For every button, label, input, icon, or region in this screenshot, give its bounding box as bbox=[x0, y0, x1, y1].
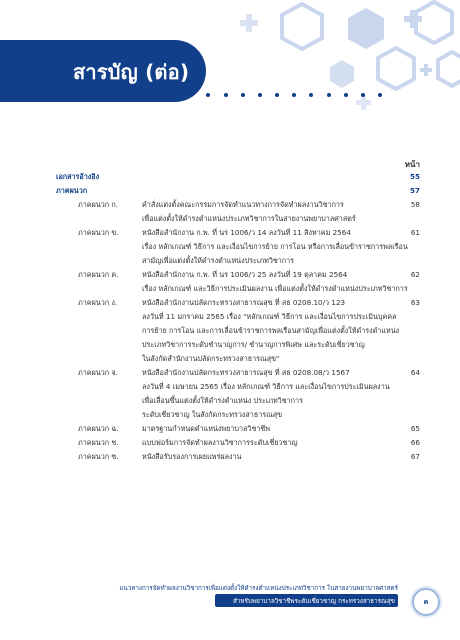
appendix-code: ภาคผนวก ซ. bbox=[78, 452, 119, 461]
toc-entry-page: 62 bbox=[410, 270, 420, 279]
footer-subtitle: สำหรับพยาบาลวิชาชีพระดับเชี่ยวชาญ กระทรวงสาธารณสุข bbox=[233, 598, 395, 605]
appendix-code: ภาคผนวก ฉ. bbox=[78, 424, 119, 433]
toc-entry-page: 55 bbox=[409, 172, 420, 181]
divider-dot bbox=[361, 93, 365, 97]
toc-entry-page: 66 bbox=[410, 438, 420, 447]
divider-dot bbox=[155, 93, 159, 97]
divider-dot bbox=[189, 93, 193, 97]
appendix-title: หนังสือสำนักงานปลัดกระทรวงสาธารณสุข ที่ สธ 0208.08/ว 1567 bbox=[142, 368, 350, 377]
dot-divider bbox=[52, 93, 382, 101]
page-title: สารบัญ (ต่อ) bbox=[73, 60, 190, 84]
appendix-title: หนังสือรับรองการเผยแพร่ผลงาน bbox=[142, 452, 242, 461]
appendix-title: หนังสือสำนักงานปลัดกระทรวงสาธารณสุข ที่ สธ 0208.10/ว 123 bbox=[142, 298, 346, 307]
appendix-title: การย้าย การโอน และการเลื่อนข้าราชการพลเรือนสามัญเพื่อแต่งตั้งให้ดำรงตำแหน่ง bbox=[142, 326, 400, 335]
divider-dot bbox=[275, 93, 279, 97]
divider-dot bbox=[224, 93, 228, 97]
divider-dot bbox=[292, 93, 296, 97]
divider-dot bbox=[69, 93, 73, 97]
appendix-title: เรื่อง หลักเกณฑ์ วิธีการ และเงื่อนไขการย้าย การโอน หรือการเลื่อนข้าราชการพลเรือน bbox=[142, 242, 408, 251]
toc-entry-page: 57 bbox=[409, 186, 420, 195]
page-column-label: หน้า bbox=[404, 160, 420, 169]
appendix-code: ภาคผนวก ก. bbox=[78, 200, 119, 209]
appendix-title: สามัญเพื่อแต่งตั้งให้ดำรงตำแหน่งประเภทวิชาการ bbox=[142, 256, 295, 265]
footer-document-title: แนวทางการจัดทำผลงานวิชาการเพื่อแต่งตั้งให้ดำรงตำแหน่งประเภทวิชาการ ในสายงานพยาบาลศาสตร์ bbox=[119, 585, 398, 592]
page-number-badge: ค bbox=[412, 588, 440, 616]
divider-dot bbox=[52, 93, 56, 97]
appendix-title: ในสังกัดสำนักงานปลัดกระทรวงสาธารณสุข" bbox=[142, 354, 280, 363]
appendix-code: ภาคผนวก ง. bbox=[78, 298, 118, 307]
appendix-code: ภาคผนวก ค. bbox=[78, 270, 119, 279]
appendix-title: ลงวันที่ 11 มกราคม 2565 เรื่อง "หลักเกณฑ์ วิธีการ และเงื่อนไขการประเมินบุคคล bbox=[142, 312, 397, 321]
appendix-code: ภาคผนวก จ. bbox=[78, 368, 118, 377]
appendix-title: ระดับเชี่ยวชาญ ในสังกัดกระทรวงสาธารณสุข bbox=[142, 410, 283, 419]
toc-entry-label: เอกสารอ้างอิง bbox=[56, 172, 100, 181]
divider-dot bbox=[378, 93, 382, 97]
divider-dot bbox=[344, 93, 348, 97]
toc-entry-label: ภาคผนวก bbox=[56, 186, 88, 195]
divider-dot bbox=[103, 93, 107, 97]
appendix-title: เพื่อแต่งตั้งให้ดำรงตำแหน่งประเภทวิชาการในสายงานพยาบาลศาสตร์ bbox=[142, 214, 356, 223]
appendix-code: ภาคผนวก ข. bbox=[78, 228, 119, 237]
toc-entry-page: 63 bbox=[410, 298, 420, 307]
appendix-title: คำสั่งแต่งตั้งคณะกรรมการจัดทำแนวทางการจัดทำผลงานวิชาการ bbox=[142, 200, 344, 209]
appendix-title: แบบฟอร์มการจัดทำผลงานวิชาการระดับเชี่ยวชาญ bbox=[142, 438, 298, 447]
toc-entry-page: 61 bbox=[410, 228, 420, 237]
divider-dot bbox=[138, 93, 142, 97]
divider-dot bbox=[309, 93, 313, 97]
toc-entry-page: 67 bbox=[410, 452, 420, 461]
appendix-title: ประเภทวิชาการระดับชำนาญการ/ ชำนาญการพิเศษ และระดับเชี่ยวชาญ bbox=[142, 340, 365, 349]
appendix-title: ลงวันที่ 4 เมษายน 2565 เรื่อง หลักเกณฑ์ วิธีการ และเงื่อนไขการประเมินผลงาน bbox=[142, 382, 390, 391]
divider-dot bbox=[206, 93, 210, 97]
divider-dot bbox=[121, 93, 125, 97]
appendix-title: หนังสือสำนักงาน ก.พ. ที่ นร 1006/ว 14 ลงวันที่ 11 สิงหาคม 2564 bbox=[142, 228, 351, 237]
divider-dot bbox=[258, 93, 262, 97]
appendix-code: ภาคผนวก ช. bbox=[78, 438, 119, 447]
divider-dot bbox=[86, 93, 90, 97]
toc-entry-page: 64 bbox=[410, 368, 420, 377]
toc-entry-page: 65 bbox=[410, 424, 420, 433]
appendix-title: หนังสือสำนักงาน ก.พ. ที่ นร 1006/ว 25 ลงวันที่ 19 ตุลาคม 2564 bbox=[142, 270, 348, 279]
divider-dot bbox=[327, 93, 331, 97]
toc-entry-page: 58 bbox=[410, 200, 420, 209]
divider-dot bbox=[172, 93, 176, 97]
appendix-title: มาตรฐานกำหนดตำแหน่งพยาบาลวิชาชีพ bbox=[142, 424, 270, 433]
divider-dot bbox=[241, 93, 245, 97]
appendix-title: เรื่อง หลักเกณฑ์ และวิธีการประเมินผลงาน เพื่อแต่งตั้งให้ดำรงตำแหน่งประเภทวิชาการ bbox=[142, 284, 408, 293]
appendix-title: เพื่อเลื่อนขึ้นแต่งตั้งให้ดำรงตำแหน่ง ประเภทวิชาการ bbox=[142, 396, 303, 405]
